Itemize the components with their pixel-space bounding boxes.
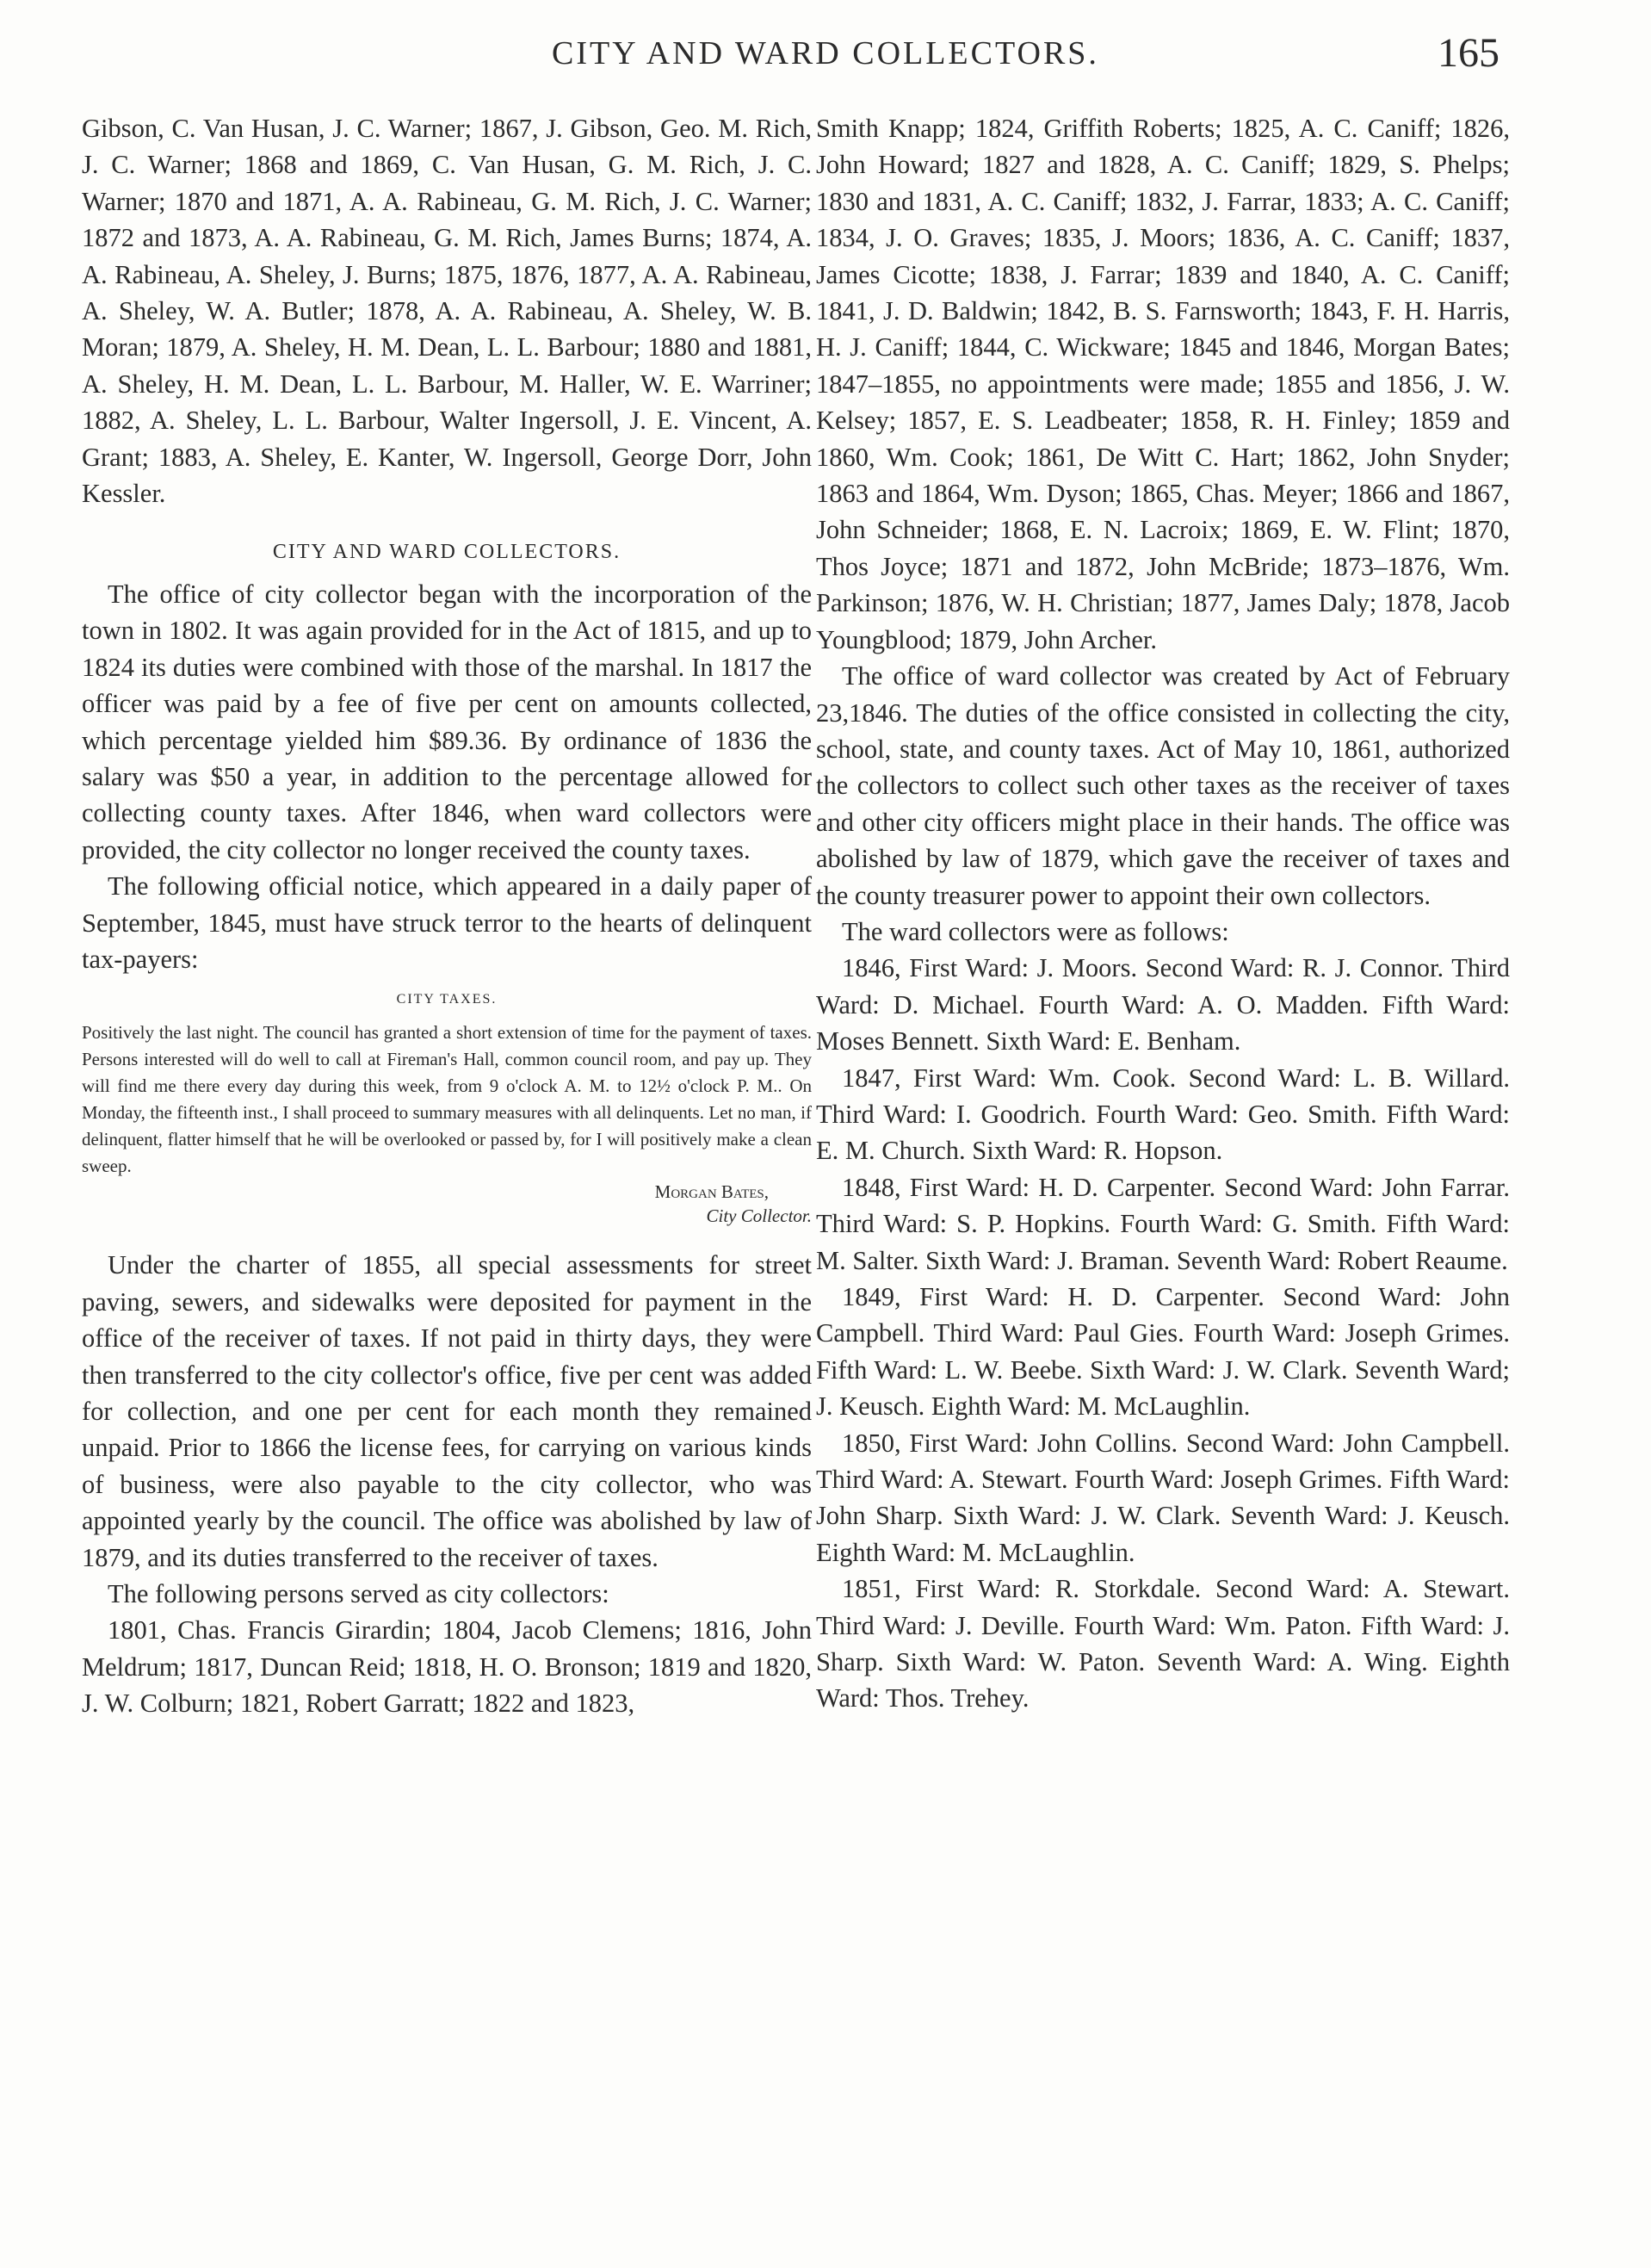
ward-year-1849: 1849, First Ward: H. D. Carpenter. Second Ward: John Campbell. Third Ward: Paul Gies. Fourth Ward: Joseph Grimes. Fifth Ward: L. W. Beebe. Sixth Ward: J. W. Clark. Seventh Ward; J. Keusch. Eighth Ward: M. McLaughlin. xyxy=(816,1282,1510,1422)
notice-heading: CITY TAXES. xyxy=(396,992,498,1007)
ward-year-1846: 1846, First Ward: J. Moors. Second Ward: R. J. Connor. Third Ward: D. Michael. Fourth Ward: A. O. Madden. Fifth Ward: Moses Bennett. Sixth Ward: E. Benham. xyxy=(816,953,1510,1057)
ward-year-1850: 1850, First Ward: John Collins. Second Ward: John Campbell. Third Ward: A. Stewart. Fourth Ward: Joseph Grimes. Fifth Ward: John Sharp. Sixth Ward: J. W. Clark. Seventh Ward: J. Keusch. Eighth Ward: M. McLaughlin. xyxy=(816,1428,1510,1567)
ward-intro-paragraph: The ward collectors were as follows: xyxy=(842,916,1229,946)
section-heading: CITY AND WARD COLLECTORS. xyxy=(272,541,621,564)
running-title: CITY AND WARD COLLECTORS. xyxy=(552,35,1099,71)
notice-intro-paragraph: The following official notice, which appeared in a daily paper of September, 1845, must have struck terror to the hearts of delinquent tax-payers: xyxy=(82,871,812,974)
notice-signature xyxy=(82,1180,812,1228)
city-collectors-list-start: 1801, Chas. Francis Girardin; 1804, Jacob Clemens; 1816, John Meldrum; 1817, Duncan Reid; 1818, H. O. Bronson; 1819 and 1820, J. W. Colburn; 1821, Robert Garratt; 1822 and 1823, xyxy=(82,1615,812,1719)
ward-year-1847: 1847, First Ward: Wm. Cook. Second Ward: L. B. Willard. Third Ward: I. Goodrich. Fourth Ward: Geo. Smith. Fifth Ward: E. M. Church. Sixth Ward: R. Hopson. xyxy=(816,1063,1510,1166)
city-collectors-list-continuation: Smith Knapp; 1824, Griffith Roberts; 1825, A. C. Caniff; 1826, John Howard; 1827 and 1828, A. C. Caniff; 1829, S. Phelps; 1830 and 1831, A. C. Caniff; 1832, J. Farrar, 1833; A. C. Caniff; 1834, J. O. Graves; 1835, J. Moors; 1836, A. C. Caniff; 1837, James Cicotte; 1838, J. Farrar; 1839 and 1840, A. C. Caniff; 1841, J. D. Baldwin; 1842, B. S. Farnsworth; 1843, F. H. Harris, H. J. Caniff; 1844, C. Wickware; 1845 and 1846, Morgan Bates; 1847–1855, no appointments were made; 1855 and 1856, J. W. Kelsey; 1857, E. S. Leadbeater; 1858, R. H. Finley; 1859 and 1860, Wm. Cook; 1861, De Witt C. Hart; 1862, John Snyder; 1863 and 1864, Wm. Dyson; 1865, Chas. Meyer; 1866 and 1867, John Schneider; 1868, E. N. Lacroix; 1869, E. W. Flint; 1870, Thos Joyce; 1871 and 1872, John McBride; 1873–1876, Wm. Parkinson; 1876, W. H. Christian; 1877, James Daly; 1878, Jacob Youngblood; 1879, John Archer. xyxy=(816,114,1510,654)
signature-name: Morgan Bates, xyxy=(654,1181,769,1203)
ward-year-1848: 1848, First Ward: H. D. Carpenter. Second Ward: John Farrar. Third Ward: S. P. Hopkins. Fourth Ward: G. Smith. Fifth Ward: M. Salter. Sixth Ward: J. Braman. Seventh Ward: Robert Reaume. xyxy=(816,1172,1510,1275)
running-header xyxy=(0,29,1651,81)
signature-title: City Collector. xyxy=(706,1205,812,1227)
page-number: 165 xyxy=(1438,30,1500,76)
intro-paragraph: The office of city collector began with the incorporation of the town in 1802. It was again provided for in the Act of 1815, and up to 1824 its duties were combined with those of the marshal. In 1817 the officer was paid by a fee of five per cent on amounts collected, which percentage yielded him $89.36. By ordinance of 1836 the salary was $50 a year, in addition to the percentage allowed for collecting county taxes. After 1846, when ward collectors were provided, the city collector no longer received the county taxes. xyxy=(82,579,812,864)
list-intro-paragraph: The following persons served as city collectors: xyxy=(108,1579,609,1608)
ward-year-1851: 1851, First Ward: R. Storkdale. Second Ward: A. Stewart. Third Ward: J. Deville. Fourth Ward: Wm. Paton. Fifth Ward: J. Sharp. Sixth Ward: W. Paton. Seventh Ward: A. Wing. Eighth Ward: Thos. Trehey. xyxy=(816,1574,1510,1713)
continuation-paragraph: Gibson, C. Van Husan, J. C. Warner; 1867, J. Gibson, Geo. M. Rich, J. C. Warner; 1868 and 1869, C. Van Husan, G. M. Rich, J. C. Warner; 1870 and 1871, A. A. Rabineau, G. M. Rich, J. C. Warner; 1872 and 1873, A. A. Rabineau, G. M. Rich, James Burns; 1874, A. A. Rabineau, A. Sheley, J. Burns; 1875, 1876, 1877, A. A. Rabineau, A. Sheley, W. A. Butler; 1878, A. A. Rabineau, A. Sheley, W. B. Moran; 1879, A. Sheley, H. M. Dean, L. L. Barbour; 1880 and 1881, A. Sheley, H. M. Dean, L. L. Barbour, M. Haller, W. E. Warriner; 1882, A. Sheley, L. L. Barbour, Walter Ingersoll, J. E. Vincent, A. Grant; 1883, A. Sheley, E. Kanter, W. Ingersoll, George Dorr, John Kessler. xyxy=(82,114,812,509)
city-taxes-notice xyxy=(82,986,812,1228)
left-column xyxy=(82,110,812,1722)
charter-paragraph: Under the charter of 1855, all special assessments for street paving, sewers, and sidewalks were deposited for payment in the office of the receiver of taxes. If not paid in thirty days, they were then transferred to the city collector's office, five per cent was added for collection, and one per cent for each month they remained unpaid. Prior to 1866 the license fees, for carrying on various kinds of business, were also payable to the city collector, who was appointed yearly by the council. The office was abolished by law of 1879, and its duties transferred to the receiver of taxes. xyxy=(82,1250,812,1572)
right-column xyxy=(816,110,1510,1717)
notice-body: Positively the last night. The council has granted a short extension of time for the payment of taxes. Persons interested will do well to call at Fireman's Hall, common council room, and pay up. They will find me there every day during this week, from 9 o'clock A. M. to 12½ o'clock P. M.. On Monday, the fifteenth inst., I shall proceed to summary measures with all delinquents. Let no man, if delinquent, flatter himself that he will be overlooked or passed by, for I will positively make a clean sweep. xyxy=(82,1022,812,1177)
ward-office-paragraph: The office of ward collector was created by Act of February 23,1846. The duties of the office consisted in collecting the city, school, state, and county taxes. Act of May 10, 1861, authorized the collectors to collect such other taxes as the receiver of taxes and other city officers might place in their hands. The office was abolished by law of 1879, which gave the receiver of taxes and the county treasurer power to appoint their own collectors. xyxy=(816,661,1510,910)
